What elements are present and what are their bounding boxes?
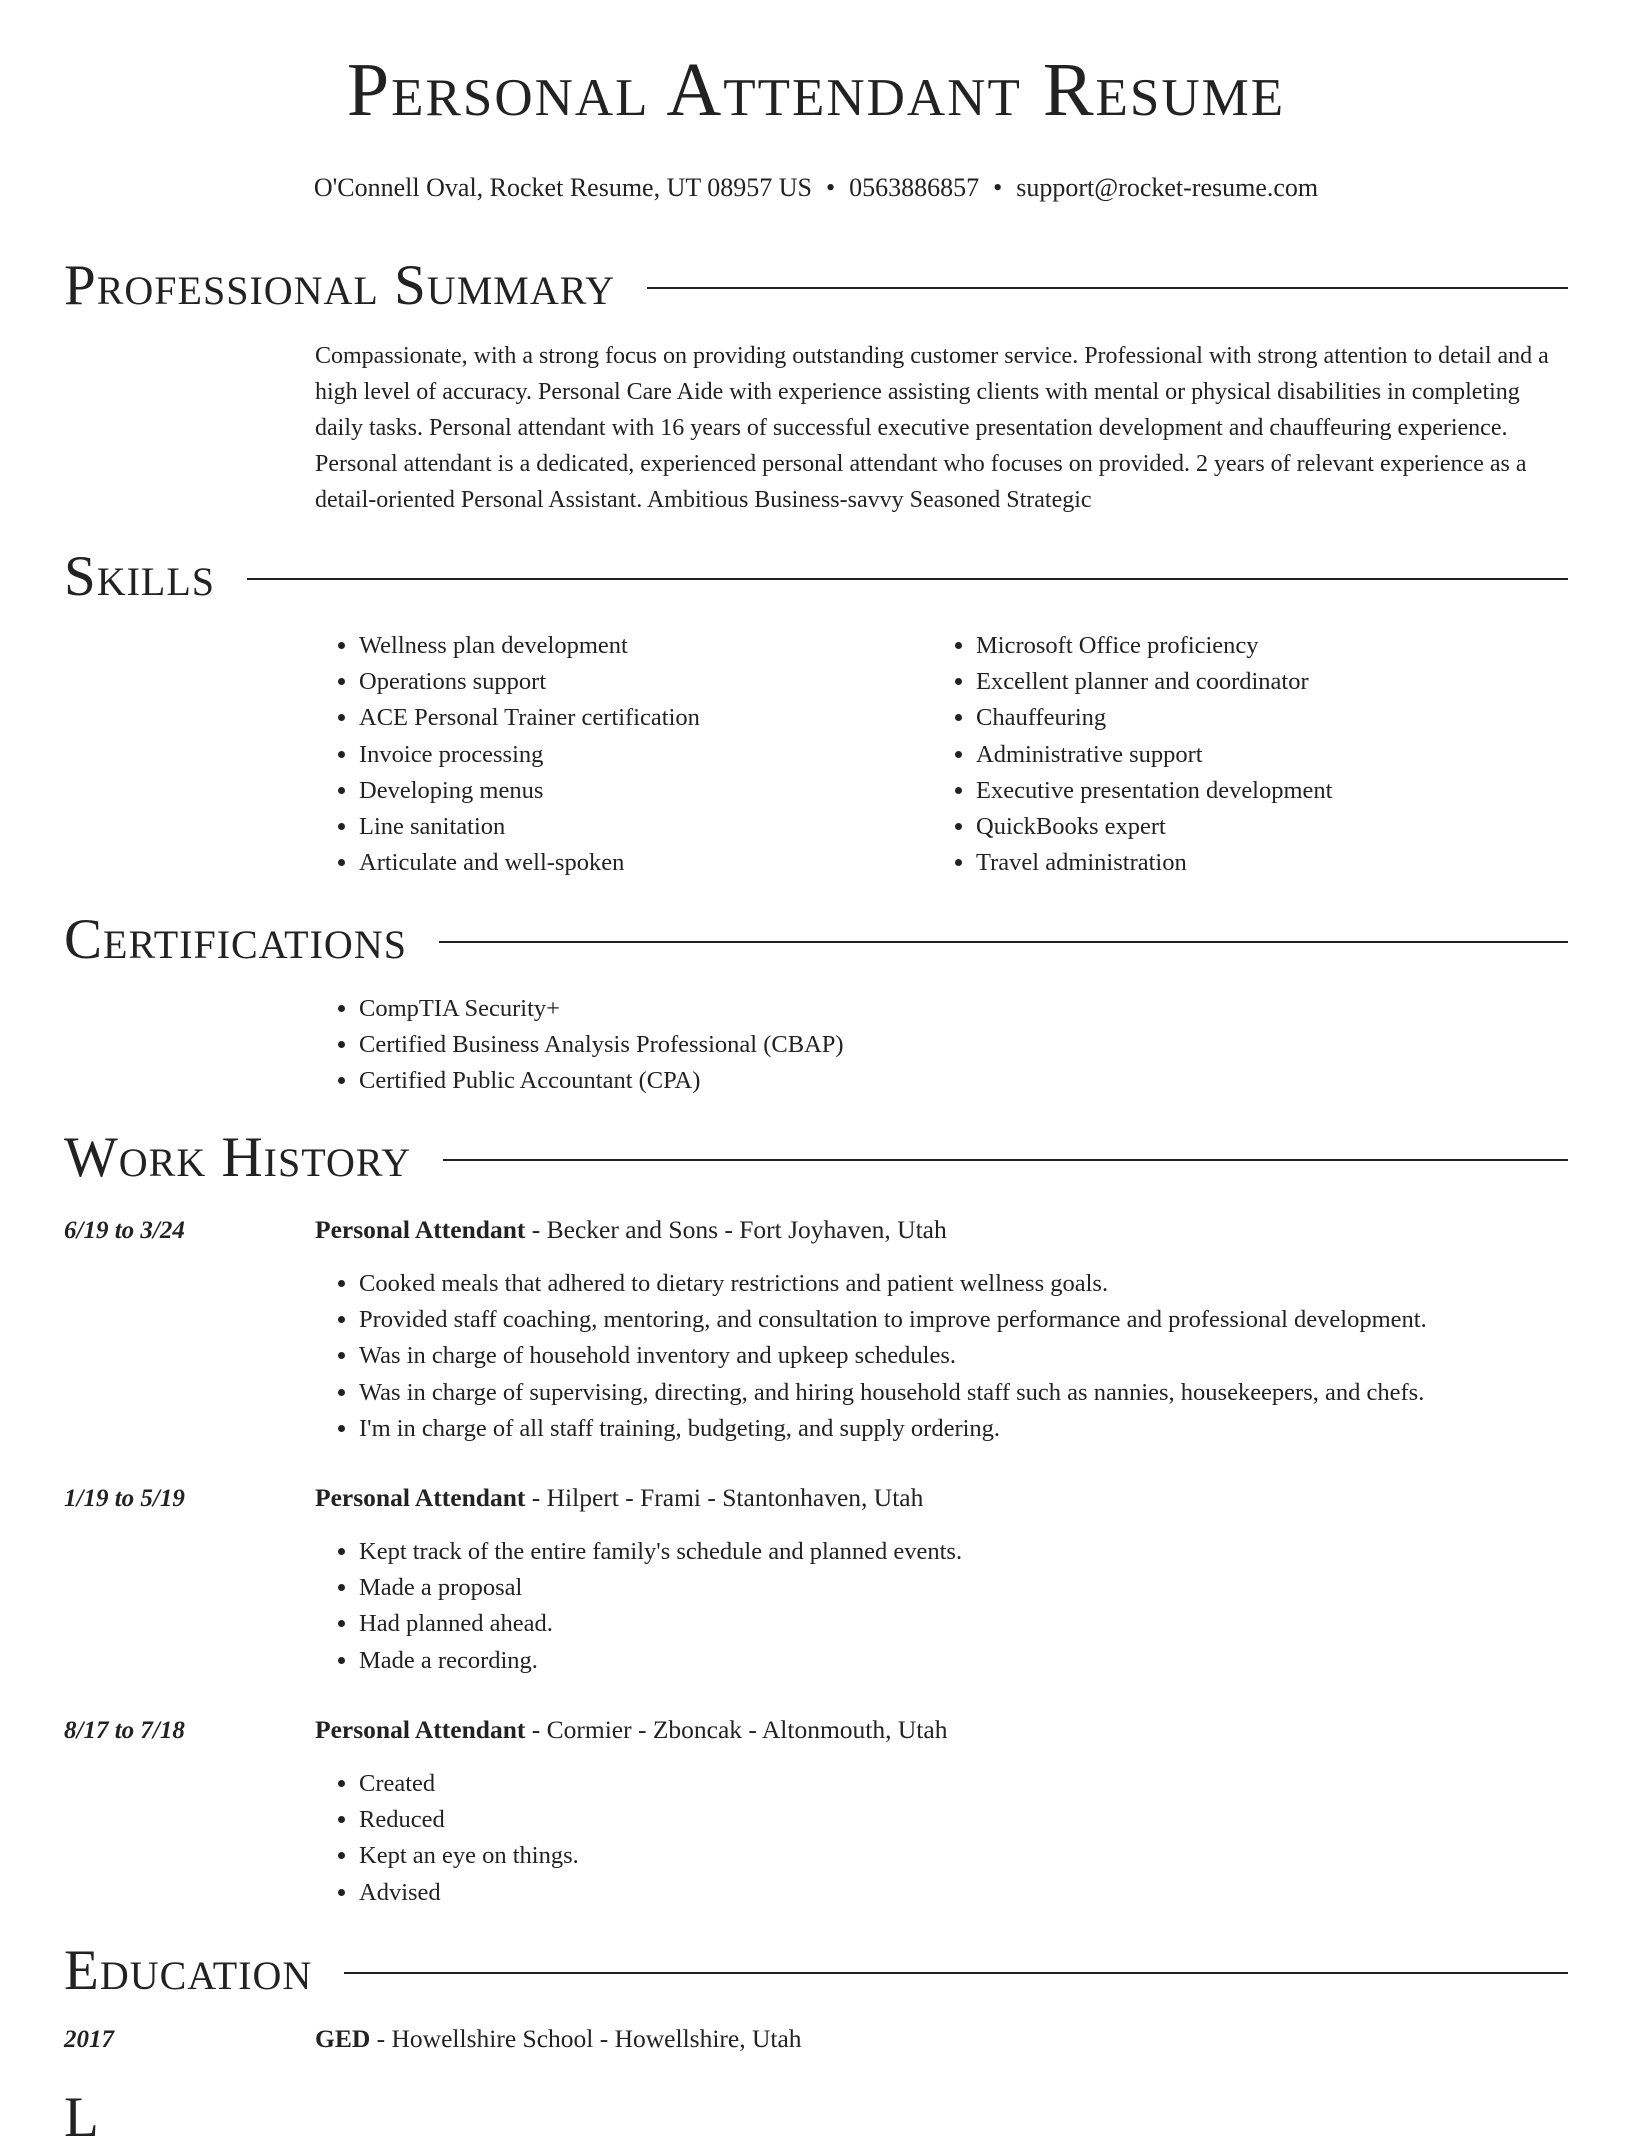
job-dates: 8/17 to 7/18 bbox=[64, 1717, 185, 1744]
job-duties bbox=[315, 1534, 1619, 1679]
resume-title: Personal Attendant Resume bbox=[346, 48, 1286, 132]
job-title: Personal Attendant bbox=[315, 1215, 526, 1244]
skills-list-left bbox=[315, 628, 919, 881]
skill-item: • Microsoft Office proficiency bbox=[976, 628, 1596, 664]
job-dates: 1/19 to 5/19 bbox=[64, 1485, 185, 1512]
job-duty: • Created bbox=[359, 1766, 1619, 1802]
job-duty: • Reduced bbox=[359, 1802, 1619, 1838]
skill-item: • Articulate and well-spoken bbox=[359, 845, 919, 881]
education-degree: GED bbox=[315, 2024, 371, 2053]
section-professional-summary bbox=[64, 254, 1568, 316]
summary-text: Compassionate, with a strong focus on providing outstanding customer service. Professional with strong attention to detail and a high level of accuracy. Personal Care Aide with experience assisting clients with mental or physical disabilities in completing daily tasks. Personal attendant with 16 years of successful executive presentation development and chauffeuring experience. Personal attendant is a dedicated, experienced personal attendant who focuses on provided. 2 years of relevant experience as a detail-oriented Personal Assistant. Ambitious Business-savvy Seasoned Strategic bbox=[315, 343, 1549, 513]
job-duty: • Had planned ahead. bbox=[359, 1606, 1619, 1642]
job-title: Personal Attendant bbox=[315, 1715, 526, 1744]
job-employer: - Hilpert - Frami - Stantonhaven, Utah bbox=[525, 1483, 924, 1512]
skill-item: • Travel administration bbox=[976, 845, 1596, 881]
section-next-partial bbox=[64, 2086, 1568, 2148]
job-duty: • Provided staff coaching, mentoring, and consultation to improve performance and professional development. bbox=[359, 1302, 1619, 1338]
section-work-history bbox=[64, 1126, 1568, 1188]
section-title: Skills bbox=[64, 544, 216, 608]
job-duty: • Kept track of the entire family's schedule and planned events. bbox=[359, 1534, 1619, 1570]
contact-separator: • bbox=[993, 173, 1003, 202]
skill-item: • Executive presentation development bbox=[976, 773, 1596, 809]
section-title: Education bbox=[64, 1938, 313, 2002]
job-heading bbox=[315, 1485, 923, 1511]
job-duty: • Was in charge of household inventory and upkeep schedules. bbox=[359, 1338, 1619, 1374]
skill-item: • Excellent planner and coordinator bbox=[976, 664, 1596, 700]
contact-email: support@rocket-resume.com bbox=[1016, 173, 1319, 202]
section-divider bbox=[247, 578, 1568, 580]
section-title: Certifications bbox=[64, 907, 407, 971]
section-education bbox=[64, 1939, 1568, 2001]
job-duties bbox=[315, 1266, 1619, 1447]
education-heading bbox=[315, 2026, 802, 2052]
skills-list-right bbox=[932, 628, 1596, 881]
section-certifications bbox=[64, 908, 1568, 970]
skill-item: • Line sanitation bbox=[359, 809, 919, 845]
section-title: L bbox=[64, 2085, 100, 2149]
contact-address: O'Connell Oval, Rocket Resume, UT 08957 US bbox=[313, 173, 813, 202]
job-duty: • Made a proposal bbox=[359, 1570, 1619, 1606]
job-heading bbox=[315, 1717, 947, 1743]
job-duty: • I'm in charge of all staff training, budgeting, and supply ordering. bbox=[359, 1411, 1619, 1447]
certifications-list bbox=[315, 991, 1559, 1100]
job-duty: • Made a recording. bbox=[359, 1643, 1619, 1679]
section-title: Professional Summary bbox=[64, 253, 616, 317]
skill-item: • Wellness plan development bbox=[359, 628, 919, 664]
skill-item: • Invoice processing bbox=[359, 737, 919, 773]
job-employer: - Becker and Sons - Fort Joyhaven, Utah bbox=[525, 1215, 947, 1244]
section-divider bbox=[443, 1159, 1568, 1161]
certification-item: • CompTIA Security+ bbox=[359, 991, 1559, 1027]
education-school: - Howellshire School - Howellshire, Utah bbox=[370, 2024, 802, 2053]
contact-line bbox=[0, 175, 1632, 201]
certification-item: • Certified Business Analysis Professional (CBAP) bbox=[359, 1027, 1559, 1063]
job-duty: • Advised bbox=[359, 1875, 1619, 1911]
skill-item: • ACE Personal Trainer certification bbox=[359, 700, 919, 736]
job-dates: 6/19 to 3/24 bbox=[64, 1217, 185, 1244]
section-skills bbox=[64, 545, 1568, 607]
job-duty: • Cooked meals that adhered to dietary restrictions and patient wellness goals. bbox=[359, 1266, 1619, 1302]
skill-item: • Administrative support bbox=[976, 737, 1596, 773]
section-divider bbox=[647, 287, 1568, 289]
job-title: Personal Attendant bbox=[315, 1483, 526, 1512]
skill-item: • Operations support bbox=[359, 664, 919, 700]
job-duty: • Kept an eye on things. bbox=[359, 1838, 1619, 1874]
job-employer: - Cormier - Zboncak - Altonmouth, Utah bbox=[525, 1715, 948, 1744]
contact-separator: • bbox=[826, 173, 836, 202]
job-heading bbox=[315, 1217, 947, 1243]
contact-phone: 0563886857 bbox=[849, 173, 980, 202]
section-title: Work History bbox=[64, 1125, 412, 1189]
section-divider bbox=[439, 941, 1568, 943]
job-duties bbox=[315, 1766, 1619, 1911]
certification-item: • Certified Public Accountant (CPA) bbox=[359, 1063, 1559, 1099]
skill-item: • Chauffeuring bbox=[976, 700, 1596, 736]
section-divider bbox=[344, 1972, 1568, 1974]
skill-item: • QuickBooks expert bbox=[976, 809, 1596, 845]
education-year: 2017 bbox=[64, 2026, 114, 2053]
job-duty: • Was in charge of supervising, directing, and hiring household staff such as nannies, housekeepers, and chefs. bbox=[359, 1375, 1619, 1411]
skill-item: • Developing menus bbox=[359, 773, 919, 809]
